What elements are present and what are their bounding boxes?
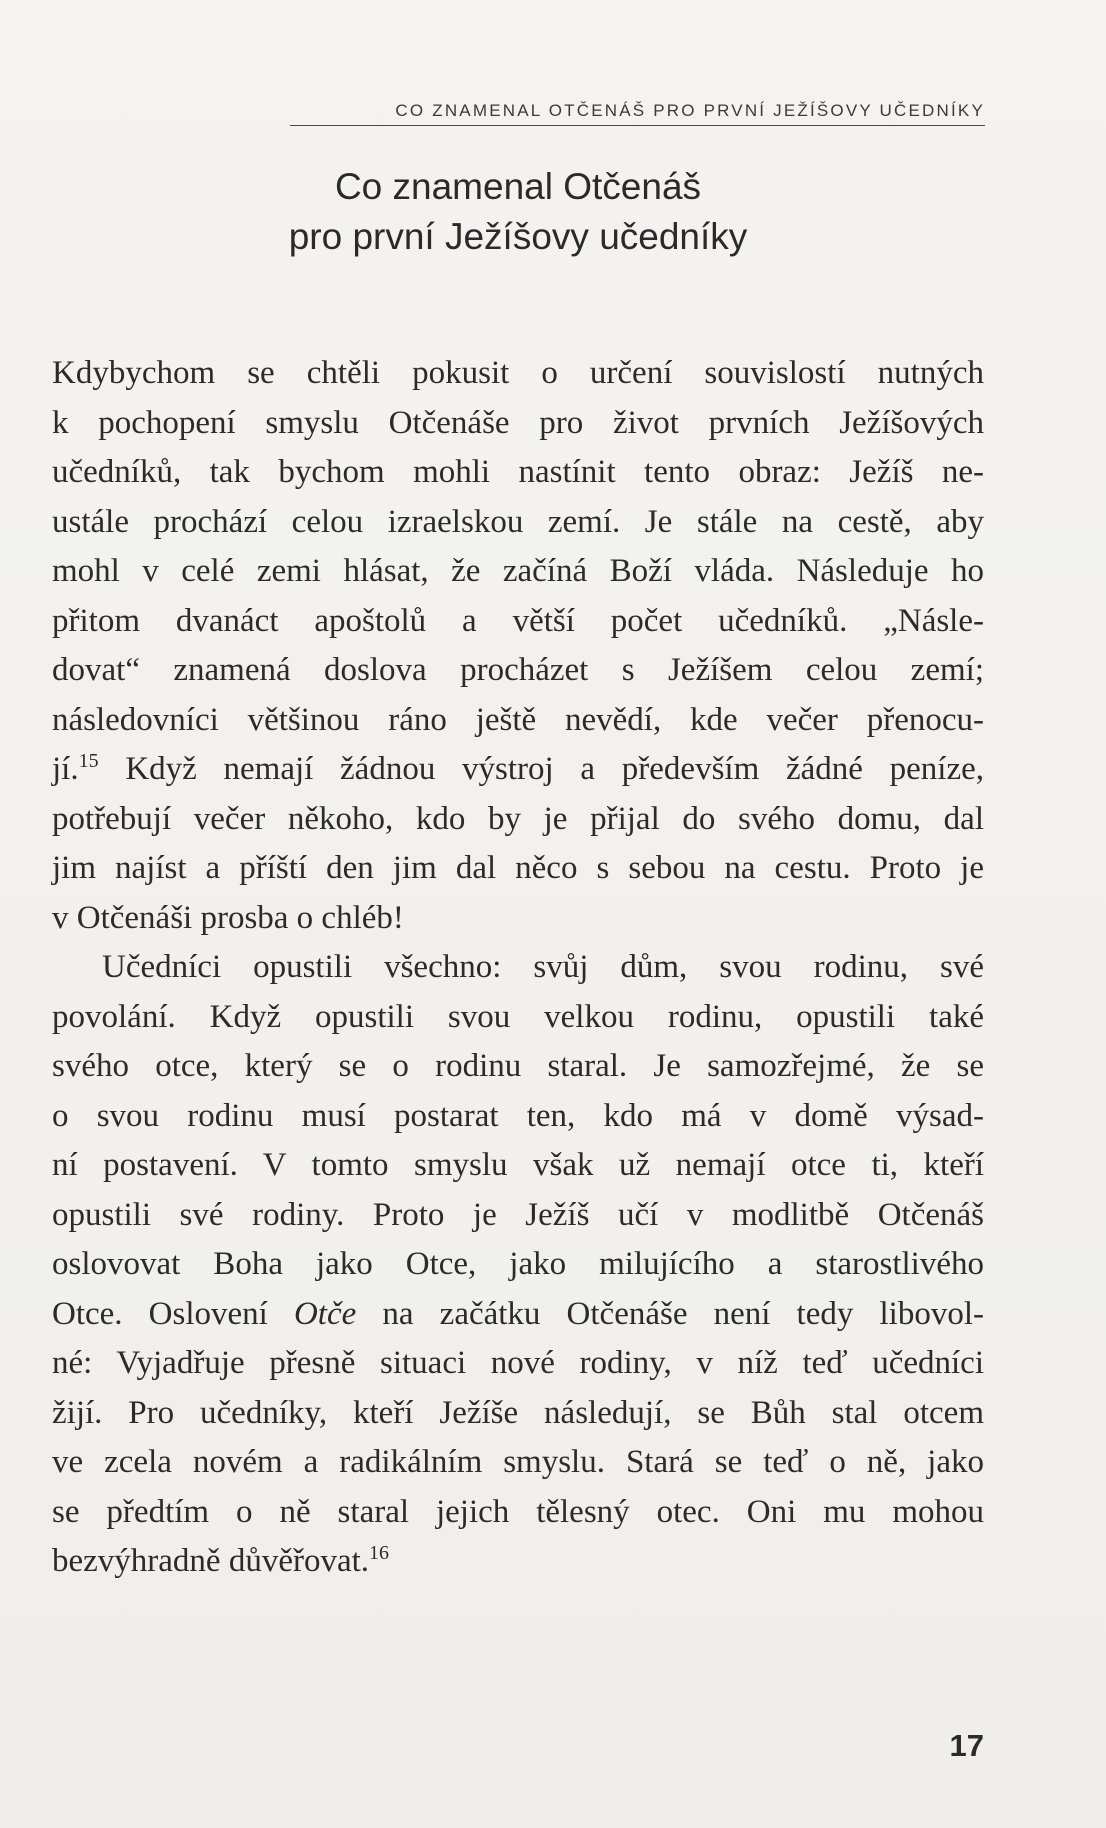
text-line: svého otce, který se o rodinu staral. Je samozřejmé, že se xyxy=(52,1048,984,1084)
chapter-title-line-1: Co znamenal Otčenáš xyxy=(334,166,702,207)
text-fragment: bezvýhradně důvěřovat. xyxy=(52,1543,370,1579)
text-line: učedníků, tak bychom mohli nastínit tento obraz: Ježíš ne- xyxy=(52,454,984,490)
running-head: CO ZNAMENAL OTČENÁŠ PRO PRVNÍ JEŽÍŠOVY UČEDNÍKY xyxy=(290,101,985,126)
text-line: následovníci většinou ráno ještě nevědí, kde večer přenocu- xyxy=(52,701,984,738)
text-fragment: jí. xyxy=(52,751,79,787)
text-fragment: Otce. Oslovení xyxy=(52,1295,294,1332)
text-line: o svou rodinu musí postarat ten, kdo má v domě výsad- xyxy=(52,1097,984,1134)
text-line: ní postavení. V tomto smyslu však už nemají otce ti, kteří xyxy=(52,1147,984,1183)
text-line: né: Vyjadřuje přesně situaci nové rodiny, v níž teď učedníci xyxy=(52,1345,984,1381)
text-line xyxy=(52,1290,984,1340)
text-line: mohl v celé zemi hlásat, že začíná Boží vláda. Následuje ho xyxy=(52,553,984,589)
text-line: žijí. Pro učedníky, kteří Ježíše následují, se Bůh stal otcem xyxy=(52,1394,984,1431)
text-line: ustále prochází celou izraelskou zemí. Je stále na cestě, aby xyxy=(52,503,984,540)
text-line: dovat“ znamená doslova procházet s Ježíšem celou zemí; xyxy=(52,652,984,688)
text-line xyxy=(52,1537,984,1587)
chapter-title-line-2: pro první Ježíšovy učedníky xyxy=(288,216,748,257)
text-line: přitom dvanáct apoštolů a větší počet učedníků. „Násle- xyxy=(52,602,984,639)
text-line: ve zcela novém a radikálním smyslu. Stará se teď o ně, jako xyxy=(52,1444,984,1480)
text-line: Učedníci opustili všechno: svůj dům, svou rodinu, své xyxy=(102,949,984,985)
paragraph-1 xyxy=(52,349,984,943)
paragraph-2 xyxy=(52,943,984,1587)
text-fragment: na začátku Otčenáše není tedy libovol- xyxy=(356,1295,984,1332)
emphasis-otce: Otče xyxy=(293,1295,357,1332)
text-line: jim najíst a příští den jim dal něco s sebou na cestu. Proto je xyxy=(52,850,984,886)
body-text xyxy=(52,349,984,1587)
text-line: opustili své rodiny. Proto je Ježíš učí v modlitbě Otčenáš xyxy=(52,1196,984,1233)
text-line: oslovovat Boha jako Otce, jako milujícího a starostlivého xyxy=(52,1246,984,1282)
footnote-ref-16: 16 xyxy=(369,1542,390,1564)
text-line: v Otčenáši prosba o chléb! xyxy=(52,899,404,936)
text-line xyxy=(52,745,984,795)
text-line: Kdybychom se chtěli pokusit o určení souvislostí nutných xyxy=(52,355,984,391)
footnote-ref-15: 15 xyxy=(78,750,99,772)
text-line: povolání. Když opustili svou velkou rodinu, opustili také xyxy=(52,998,984,1035)
chapter-title xyxy=(52,162,984,262)
text-fragment: Když nemají žádnou výstroj a především žádné peníze, xyxy=(98,751,984,787)
text-line: se předtím o ně staral jejich tělesný otec. Oni mu mohou xyxy=(52,1493,984,1530)
text-line: k pochopení smyslu Otčenáše pro život prvních Ježíšových xyxy=(52,404,984,441)
page-number: 17 xyxy=(949,1728,984,1763)
text-line: potřebují večer někoho, kdo by je přijal do svého domu, dal xyxy=(52,800,984,837)
